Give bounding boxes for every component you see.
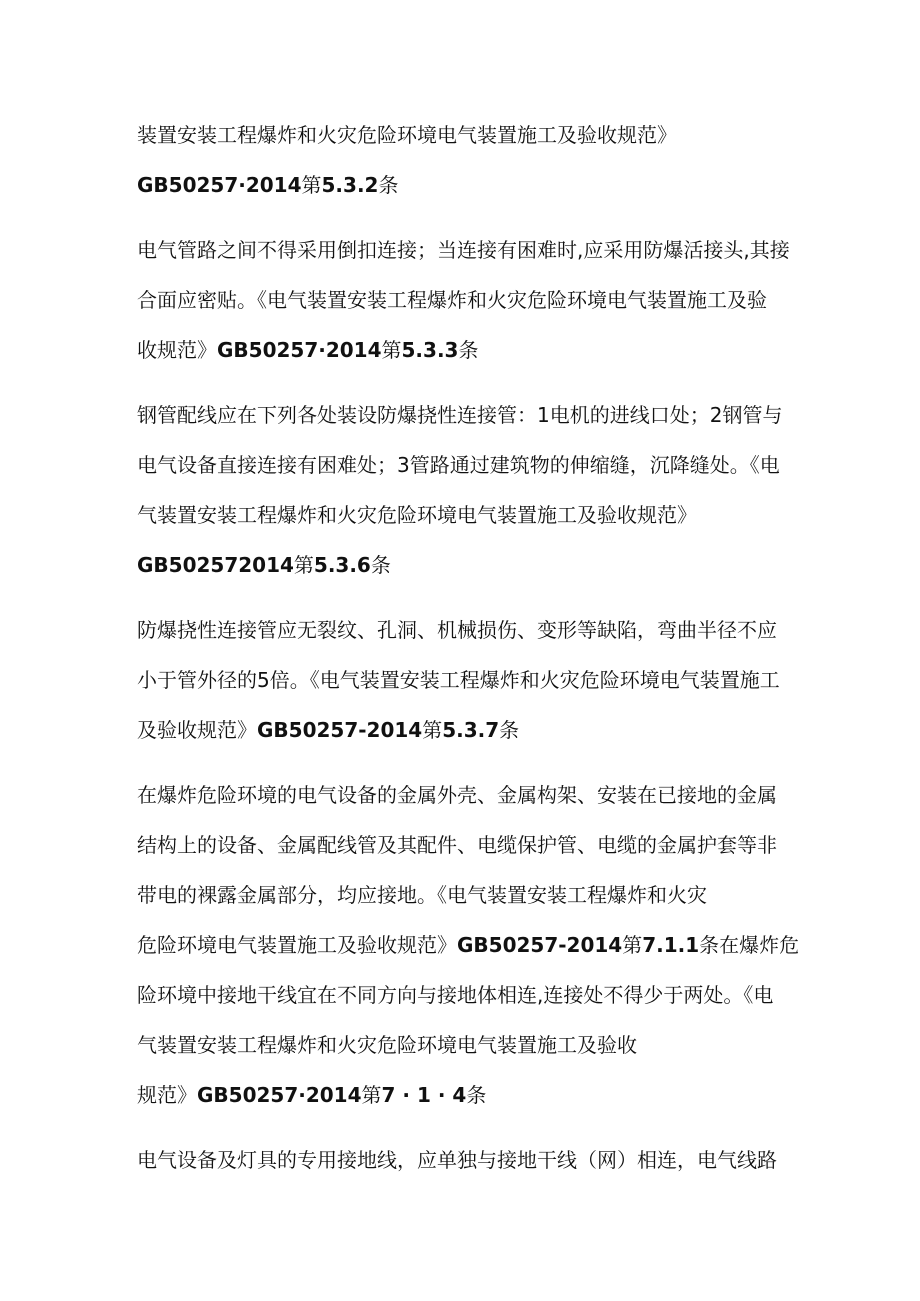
- text-segment: 第: [381, 338, 402, 362]
- text-segment: 合面应密贴。《电气装置安装工程爆炸和火灾危险环境电气装置施工及验: [137, 288, 767, 312]
- text-segment: 险环境中接地干线宜在不同方向与接地体相连,连接处不得少于两处。《电: [137, 983, 774, 1007]
- text-segment: 防爆挠性连接管应无裂纹、孔洞、机械损伤、变形等缺陷，弯曲半径不应: [137, 618, 777, 642]
- text-segment: 装置安装工程爆炸和火灾危险环境电气装置施工及验收规范》: [137, 123, 677, 147]
- text-segment: 电气设备及灯具的专用接地线，应单独与接地干线（网）相连，电气线路: [137, 1148, 777, 1172]
- text-line: [137, 551, 391, 579]
- text-segment: 小于管外径的5倍。《电气装置安装工程爆炸和火灾危险环境电气装置施工: [137, 668, 780, 692]
- text-line: [137, 236, 790, 264]
- text-segment: 条在爆炸危: [699, 933, 800, 957]
- text-segment: 条: [378, 173, 399, 197]
- standard-reference: 5.3.3: [401, 338, 459, 362]
- text-line: [137, 286, 767, 314]
- text-segment: 及验收规范》: [137, 718, 257, 742]
- standard-reference: 5.3.7: [442, 718, 500, 742]
- text-segment: 第: [293, 553, 314, 577]
- text-segment: 第: [361, 1083, 382, 1107]
- text-line: [137, 336, 478, 364]
- text-line: [137, 666, 780, 694]
- standard-reference: 5.3.6: [313, 553, 371, 577]
- text-line: [137, 781, 777, 809]
- text-line: [137, 1146, 777, 1174]
- text-line: [137, 616, 777, 644]
- text-segment: 第: [422, 718, 443, 742]
- text-line: [137, 401, 782, 429]
- text-line: [137, 1031, 637, 1059]
- text-line: [137, 981, 773, 1009]
- text-segment: 条: [458, 338, 479, 362]
- text-segment: 危险环境电气装置施工及验收规范》: [137, 933, 457, 957]
- standard-reference: GB50257·2014: [137, 173, 302, 197]
- text-segment: 条: [499, 718, 520, 742]
- text-segment: 气装置安装工程爆炸和火灾危险环境电气装置施工及验收: [137, 1033, 637, 1057]
- text-segment: 收规范》: [137, 338, 217, 362]
- text-line: [137, 1081, 486, 1109]
- standard-reference: 5.3.2: [321, 173, 379, 197]
- standard-reference: GB50257·2014: [217, 338, 382, 362]
- standard-reference: GB50257-2014: [257, 718, 423, 742]
- text-segment: 电气设备直接连接有困难处；3管路通过建筑物的伸缩缝，沉降缝处。《电: [137, 453, 780, 477]
- text-segment: 第: [301, 173, 322, 197]
- text-line: [137, 931, 799, 959]
- text-segment: 气装置安装工程爆炸和火灾危险环境电气装置施工及验收规范》: [137, 503, 697, 527]
- text-line: [137, 831, 777, 859]
- text-line: [137, 451, 780, 479]
- text-segment: 规范》: [137, 1083, 197, 1107]
- text-line: [137, 121, 677, 149]
- text-segment: 条: [466, 1083, 487, 1107]
- text-line: [137, 171, 398, 199]
- text-segment: 电气管路之间不得采用倒扣连接；当连接有困难时,应采用防爆活接头,其接: [137, 238, 790, 262]
- text-line: [137, 716, 519, 744]
- text-line: [137, 881, 707, 909]
- text-segment: 第: [622, 933, 643, 957]
- standard-reference: GB50257-2014: [457, 933, 623, 957]
- standard-reference: GB502572014: [137, 553, 294, 577]
- text-segment: 在爆炸危险环境的电气设备的金属外壳、金属构架、安装在已接地的金属: [137, 783, 777, 807]
- standard-reference: 7 · 1 · 4: [381, 1083, 467, 1107]
- text-segment: 带电的裸露金属部分，均应接地。《电气装置安装工程爆炸和火灾: [137, 883, 707, 907]
- text-segment: 结构上的设备、金属配线管及其配件、电缆保护管、电缆的金属护套等非: [137, 833, 777, 857]
- standard-reference: GB50257·2014: [197, 1083, 362, 1107]
- text-segment: 钢管配线应在下列各处装设防爆挠性连接管：1电机的进线口处；2钢管与: [137, 403, 783, 427]
- text-segment: 条: [370, 553, 391, 577]
- text-line: [137, 501, 697, 529]
- standard-reference: 7.1.1: [642, 933, 700, 957]
